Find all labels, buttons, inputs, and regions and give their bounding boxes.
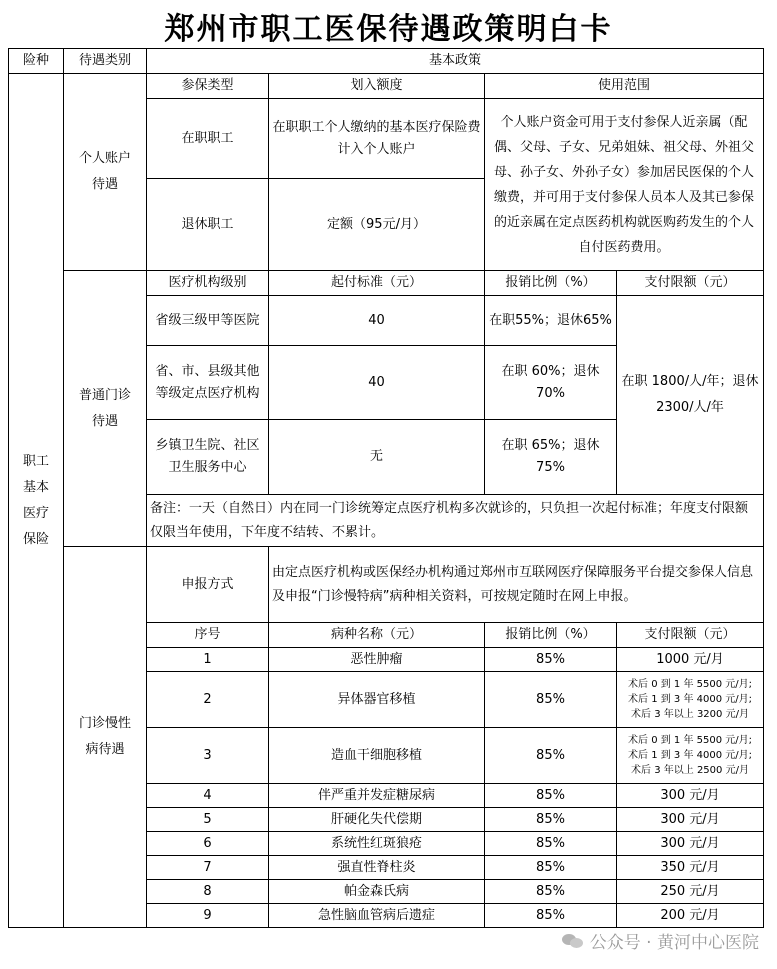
op-threshold-cell: 无 [269, 420, 485, 495]
pa-amount-cell: 定额（95元/月） [269, 179, 485, 271]
ch-limit-line: 术后 0 到 1 年 5500 元/月; [628, 735, 752, 746]
op-threshold-cell: 40 [269, 296, 485, 346]
ch-limit-line: 术后 0 到 1 年 5500 元/月; [628, 679, 752, 690]
op-ratio-cell: 在职 60%；退休 70% [485, 346, 617, 420]
ch-no: 9 [147, 904, 269, 928]
pa-type-cell: 退休职工 [147, 179, 269, 271]
ch-ratio: 85% [485, 648, 617, 672]
policy-table [8, 48, 764, 928]
ch-ratio: 85% [485, 728, 617, 784]
page-title: 郑州市职工医保待遇政策明白卡 [164, 12, 613, 47]
outpatient-category [64, 271, 147, 547]
ch-ratio: 85% [485, 832, 617, 856]
ch-name: 系统性红斑狼疮 [269, 832, 485, 856]
ch-header-limit: 支付限额（元） [617, 623, 764, 648]
pa-type-cell: 在职职工 [147, 99, 269, 179]
ch-no: 3 [147, 728, 269, 784]
ch-no: 5 [147, 808, 269, 832]
personal-account-category [64, 74, 147, 271]
personal-account-header-row [9, 74, 764, 99]
ch-name: 强直性脊柱炎 [269, 856, 485, 880]
ch-limit [617, 672, 764, 728]
op-note: 备注：一天（自然日）内在同一门诊统筹定点医疗机构多次就诊的，只负担一次起付标准；年度支付限额仅限当年使用，下年度不结转、不累计。 [147, 495, 764, 547]
watermark-text: 公众号 · 黄河中心医院 [589, 933, 759, 953]
op-ratio-cell: 在职 65%；退休 75% [485, 420, 617, 495]
chronic-apply-text: 由定点医疗机构或医保经办机构通过郑州市互联网医疗保障服务平台提交参保人信息及申报“门诊慢特病”病种相关资料，可按规定随时在网上申报。 [269, 547, 764, 623]
pa-scope-text: 个人账户资金可用于支付参保人近亲属（配偶、父母、子女、兄弟姐妹、祖父母、外祖父母、孙子女、外孙子女）参加居民医保的个人缴费，并可用于支付参保人员本人及其已参保的近亲属在定点医药机构就医购药发生的个人自付医药费用。 [485, 99, 764, 271]
pa-header-amount: 划入额度 [269, 74, 485, 99]
outpatient-label: 普通门诊待遇 [78, 387, 131, 429]
outpatient-header-row [9, 271, 764, 296]
op-level-cell: 省、市、县级其他等级定点医疗机构 [147, 346, 269, 420]
header-basic-policy: 基本政策 [147, 49, 764, 74]
ch-limit-line: 术后 3 年以上 2500 元/月 [631, 765, 749, 776]
op-level-cell: 乡镇卫生院、社区卫生服务中心 [147, 420, 269, 495]
op-threshold-cell: 40 [269, 346, 485, 420]
ch-limit-line: 术后 1 到 3 年 4000 元/月; [628, 694, 752, 705]
ch-no: 7 [147, 856, 269, 880]
chronic-label: 门诊慢性病待遇 [78, 716, 131, 757]
watermark [562, 928, 759, 953]
pa-header-scope: 使用范围 [485, 74, 764, 99]
ch-no: 8 [147, 880, 269, 904]
ch-name: 造血干细胞移植 [269, 728, 485, 784]
header-row [9, 49, 764, 74]
header-insurance-type: 险种 [9, 49, 64, 74]
ch-name: 急性脑血管病后遗症 [269, 904, 485, 928]
ch-limit [617, 728, 764, 784]
ch-limit: 250 元/月 [617, 880, 764, 904]
ch-limit: 300 元/月 [617, 784, 764, 808]
op-header-ratio: 报销比例（%） [485, 271, 617, 296]
wechat-icon [562, 932, 584, 950]
ch-header-no: 序号 [147, 623, 269, 648]
pa-header-type: 参保类型 [147, 74, 269, 99]
ch-limit: 1000 元/月 [617, 648, 764, 672]
ch-ratio: 85% [485, 784, 617, 808]
chronic-category [64, 547, 147, 928]
ch-name: 肝硬化失代偿期 [269, 808, 485, 832]
ch-limit: 200 元/月 [617, 904, 764, 928]
ch-name: 帕金森氏病 [269, 880, 485, 904]
ch-no: 2 [147, 672, 269, 728]
ch-limit: 300 元/月 [617, 808, 764, 832]
ch-header-ratio: 报销比例（%） [485, 623, 617, 648]
ch-limit: 300 元/月 [617, 832, 764, 856]
ch-limit-line: 术后 1 到 3 年 4000 元/月; [628, 750, 752, 761]
ch-ratio: 85% [485, 672, 617, 728]
ch-ratio: 85% [485, 856, 617, 880]
ch-name: 异体器官移植 [269, 672, 485, 728]
ch-limit: 350 元/月 [617, 856, 764, 880]
chronic-apply-label: 申报方式 [147, 547, 269, 623]
op-ratio-cell: 在职55%；退休65% [485, 296, 617, 346]
insurance-type-label: 职工基本医疗保险 [23, 453, 50, 547]
chronic-apply-row [9, 547, 764, 623]
ch-name: 恶性肿瘤 [269, 648, 485, 672]
op-header-threshold: 起付标准（元） [269, 271, 485, 296]
ch-ratio: 85% [485, 880, 617, 904]
ch-no: 4 [147, 784, 269, 808]
insurance-type-cell [9, 74, 64, 928]
ch-ratio: 85% [485, 808, 617, 832]
op-level-cell: 省级三级甲等医院 [147, 296, 269, 346]
ch-no: 1 [147, 648, 269, 672]
pa-amount-cell: 在职职工个人缴纳的基本医疗保险费计入个人账户 [269, 99, 485, 179]
ch-header-name: 病种名称（元） [269, 623, 485, 648]
ch-ratio: 85% [485, 904, 617, 928]
ch-limit-line: 术后 3 年以上 3200 元/月 [631, 709, 749, 720]
op-header-level: 医疗机构级别 [147, 271, 269, 296]
header-category: 待遇类别 [64, 49, 147, 74]
personal-account-label: 个人账户待遇 [78, 151, 131, 192]
ch-name: 伴严重并发症糖尿病 [269, 784, 485, 808]
ch-no: 6 [147, 832, 269, 856]
op-header-limit: 支付限额（元） [617, 271, 764, 296]
op-limit-cell: 在职 1800/人/年；退休 2300/人/年 [617, 296, 764, 495]
